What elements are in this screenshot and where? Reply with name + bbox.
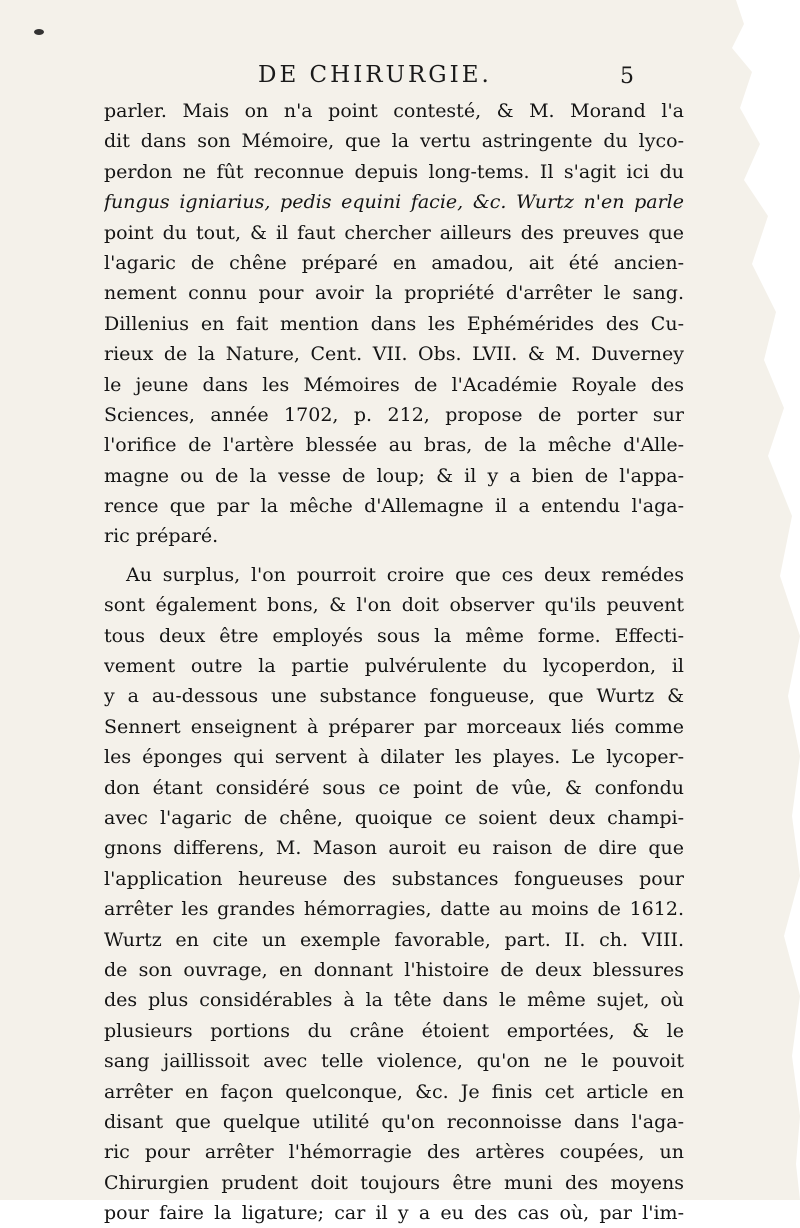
text-line: perdon ne fût reconnue depuis long-tems. Il s'agit ici du [104, 160, 684, 183]
text-line: avec l'agaric de chêne, quoique ce soient deux champi- [104, 806, 684, 829]
text-line: l'agaric de chêne préparé en amadou, ait été ancien- [104, 251, 684, 274]
text-line: l'orifice de l'artère blessée au bras, de la mêche d'Alle- [104, 434, 684, 457]
text-line: tous deux être employés sous la même forme. Effecti- [104, 624, 684, 647]
text-line: des plus considérables à la tête dans le même sujet, où [104, 989, 684, 1012]
paragraph-2 [104, 560, 684, 1228]
text-line: ric pour arrêter l'hémorragie des artères coupées, un [104, 1141, 684, 1164]
text-line: don étant considéré sous ce point de vûe, & confondu [104, 776, 684, 799]
paragraph-1 [104, 96, 684, 552]
ink-speck [34, 29, 44, 35]
text-line: dit dans son Mémoire, que la vertu astringente du lyco- [104, 130, 684, 153]
text-line: Sennert enseignent à préparer par morceaux liés comme [104, 715, 684, 738]
text-line: de son ouvrage, en donnant l'histoire de deux blessures [104, 958, 684, 981]
text-line: arrêter les grandes hémorragies, datte au moins de 1612. [104, 898, 684, 921]
text-line: les éponges qui servent à dilater les playes. Le lycoper- [104, 746, 684, 769]
text-line: pour faire la ligature; car il y a eu des cas où, par l'im- [104, 1202, 684, 1225]
text-line: point du tout, & il faut chercher ailleurs des preuves que [104, 221, 684, 244]
text-line: fungus igniarius, pedis equini facie, &c. Wurtz n'en parle [104, 191, 684, 214]
text-line: arrêter en façon quelconque, &c. Je finis cet article en [104, 1080, 684, 1103]
text-line: sang jaillissoit avec telle violence, qu'on ne le pouvoit [104, 1050, 684, 1073]
text-line: sont également bons, & l'on doit observer qu'ils peuvent [104, 594, 684, 617]
text-line: gnons differens, M. Mason auroit eu raison de dire que [104, 837, 684, 860]
text-line: y a au-dessous une substance fongueuse, que Wurtz & [104, 685, 684, 708]
text-line: Au surplus, l'on pourroit croire que ces deux remédes [126, 563, 684, 586]
text-line: Chirurgien prudent doit toujours être muni des moyens [104, 1171, 684, 1194]
text-line: disant que quelque utilité qu'on reconnoisse dans l'aga- [104, 1110, 684, 1133]
text-line: rence que par la mêche d'Allemagne il a entendu l'aga- [104, 495, 684, 518]
running-head: DE CHIRURGIE. [258, 62, 492, 88]
text-line: parler. Mais on n'a point contesté, & M. Morand l'a [104, 100, 684, 122]
text-line: l'application heureuse des substances fongueuses pour [104, 867, 684, 890]
text-line: rieux de la Nature, Cent. VII. Obs. LVII. & M. Duverney [104, 343, 684, 366]
text-line: Dillenius en fait mention dans les Ephémérides des Cu- [104, 312, 684, 335]
text-line: Wurtz en cite un exemple favorable, part. II. ch. VIII. [104, 928, 684, 951]
text-line: nement connu pour avoir la propriété d'arrêter le sang. [104, 282, 684, 305]
text-line: plusieurs portions du crâne étoient emportées, & le [104, 1019, 684, 1042]
text-line: magne ou de la vesse de loup; & il y a bien de l'appa- [104, 464, 684, 487]
text-line: Sciences, année 1702, p. 212, propose de porter sur [104, 403, 684, 426]
text-line: ric préparé. [104, 525, 219, 548]
text-line: le jeune dans les Mémoires de l'Académie Royale des [104, 373, 684, 396]
text-line: vement outre la partie pulvérulente du lycoperdon, il [104, 655, 684, 678]
body-text [104, 96, 684, 1228]
page-number: 5 [620, 64, 634, 89]
